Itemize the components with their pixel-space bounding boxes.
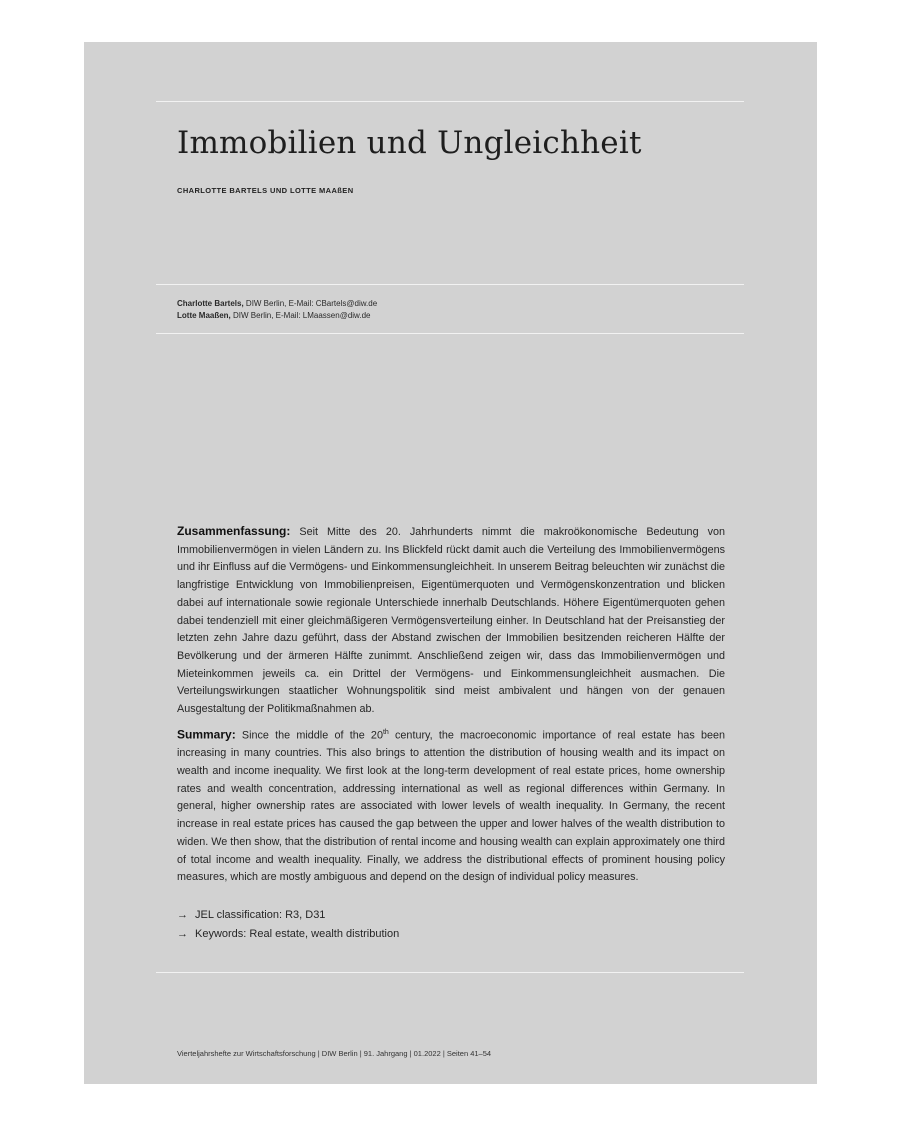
- keywords-text: Keywords: Real estate, wealth distribution: [195, 928, 400, 940]
- summary-superscript: th: [382, 729, 389, 736]
- summary-paragraph: [177, 724, 725, 887]
- affiliations: [177, 298, 377, 322]
- bottom-rule: [156, 972, 744, 973]
- affiliation-bottom-rule: [156, 333, 744, 334]
- paper-page: [84, 42, 817, 1084]
- arrow-right-icon: →: [177, 909, 188, 921]
- zusammenfassung-label: Zusammenfassung:: [177, 524, 291, 538]
- metadata-list: [177, 906, 399, 944]
- top-rule: [156, 101, 744, 102]
- arrow-right-icon: →: [177, 928, 188, 940]
- jel-item: [177, 906, 399, 925]
- paper-title: Immobilien und Ungleichheit: [177, 125, 642, 161]
- keywords-item: [177, 925, 399, 944]
- journal-footer: Vierteljahrshefte zur Wirtschaftsforschung | DIW Berlin | 91. Jahrgang | 01.2022 | Seiten 41–54: [177, 1049, 492, 1058]
- affiliation-2: [177, 310, 377, 322]
- affiliation-1: [177, 298, 377, 310]
- affiliation-2-name: Lotte Maaßen,: [177, 311, 231, 320]
- affiliation-1-detail: DIW Berlin, E-Mail: CBartels@diw.de: [243, 299, 378, 308]
- summary-text-start: Since the middle of the 20: [235, 729, 383, 742]
- affiliation-2-detail: DIW Berlin, E-Mail: LMaassen@diw.de: [230, 311, 371, 320]
- zusammenfassung-text: Seit Mitte des 20. Jahrhunderts nimmt die makroökonomische Bedeutung von Immobilienvermögen in vielen Ländern zu. Ins Blickfeld rückt damit auch die Verteilung des Immobilienvermögens und ihr Einfluss auf die Vermögens- und Einkommensungleichheit. In unserem Beitrag beleuchten wir zunächst die langfristige Entwicklung von Immobilienpreisen, Eigentümerquoten und Vermögenskonzentration und blicken dabei auf internationale sowie regionale Unterschiede innerhalb Deutschlands. Höhere Eigentümerquoten gehen dabei tendenziell mit einer gleichmäßigeren Vermögensverteilung einher. In Deutschland hat der Preisanstieg der letzten zehn Jahre dazu geführt, dass der Abstand zwischen der Immobilien besitzenden reicheren Hälfte der Bevölkerung und der ärmeren Hälfte zunimmt. Anschließend zeigen wir, dass das Immobilienvermögen und Mieteinkommen jeweils ca. ein Drittel der Vermögens- und Einkommensungleichheit ausmachen. Die Verteilungswirkungen staatlicher Wohnungspolitik sind meist ambivalent und hängen von der genauen Ausgestaltung der Politikmaßnahmen ab.: [177, 526, 725, 716]
- summary-label: Summary:: [177, 727, 236, 742]
- affiliation-top-rule: [156, 284, 744, 285]
- summary-text-rest: century, the macroeconomic importance of real estate has been increasing in many countries. This also brings to attention the distribution of housing wealth and its impact on wealth and income inequality. We first look at the long-term development of real estate prices, home ownership rates and wealth concentration, addressing international as well as regional differences within Germany. In general, higher ownership rates are associated with lower levels of wealth inequality. In Germany, the recent increase in real estate prices has caused the gap between the upper and lower halves of the wealth distribution to widen. We then show, that the distribution of rental income and housing wealth can explain approximately one third of total income and wealth inequality. Finally, we address the distributional effects of prominent housing policy measures, which are mostly ambiguous and depend on the design of individual policy measures.: [177, 729, 725, 884]
- author-line: CHARLOTTE BARTELS UND LOTTE MAAßEN: [177, 186, 354, 195]
- affiliation-1-name: Charlotte Bartels,: [177, 299, 244, 308]
- jel-text: JEL classification: R3, D31: [195, 909, 326, 921]
- zusammenfassung-paragraph: [177, 523, 725, 719]
